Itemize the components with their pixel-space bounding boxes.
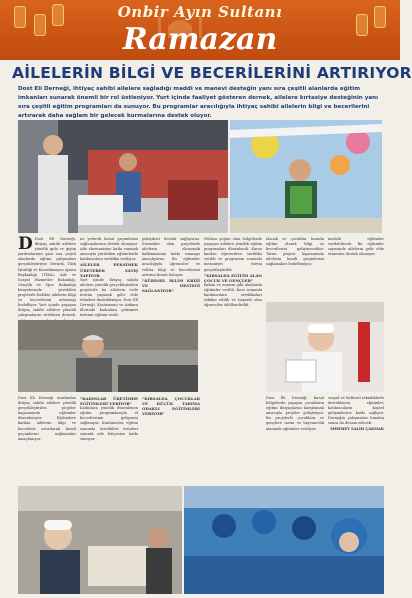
body-text: Dost Eli Derneği, kırsal bölgelerde yaşayan çocukların eğitim ihtiyaçlarını karşılamak amacıyla projeler geliştiriyor. Bu projelerle çocuklara ve gençlere tarım ve hayvancılık alanında eğitimler veriliyor. xyxy=(266,396,324,431)
body-text: Dost Eli Derneği tarafından ihtiyaç sahibi ailelere yönelik gerçekleştirilen projeler kapsamında eğitimler düzenleniyor. Eğitimlere katılan ailelerin bilgi ve becerileri artırılarak kendi geçimlerini sağlamaları amaçlanıyor. xyxy=(18,396,76,441)
text-column-2 xyxy=(80,237,138,318)
subheading: AİLELER PEKSİMEK ÜRETEREK SATIŞ YAPIYOR xyxy=(80,262,138,278)
bottom-right-photo xyxy=(184,486,384,594)
body-text: Yurt içinde ihtiyaç sahibi ailelere yönelik gerçekleştirilen projelerle bu ailelerin evde üretim yaparak gelir elde etmeleri destekleniyor. Dost Eli Derneği, Kastamonu ve Ankara illerinde kadınlara peksimet üretimi eğitimi verdi. xyxy=(80,277,138,318)
body-text: Nüfusu yoğun olan bölgelerde yaşayan ailelere yönelik eğitim programları düzenlendi. Kursa katılan öğrencilere sertifika verildi ve programın sonunda mezuniyet töreni gerçekleştirildi. xyxy=(204,237,262,272)
body-text: pekiştirici destek sağlıyoruz. Sürmekte olan projelerde ailelerin ekonomik kalkınmasına katkı sunmayı amaçlıyoruz. Bu eğitimler aracılığıyla öğrenciler ve veliler bilgi ve becerilerini artırma fırsatı buluyor. xyxy=(142,237,200,277)
text-column-10 xyxy=(266,396,324,482)
body-text: sosyal ve kültürel etkinliklerle desteklenen eğitimler, katılımcıların kişisel gelişimlerine katkı sağlıyor. Derneğin çalışmaları bundan sonra da devam edecek. xyxy=(328,396,384,426)
ramadan-banner xyxy=(0,0,400,60)
body-text: Dost Eli Derneği, ihtiyaç sahibi ailelere yönelik gıda ve giyim yardımlarının yanı sıra çeşitli alanlarda eğitim çalışmaları gerçekleştiriyor. Dernek, Türk İşbirliği ve Koordinasyon Ajansı Başkanlığı (TİKA), Aile ve Sosyal Hizmetler Bakanlığı, Gençlik ve Spor Bakanlığı bünyelerinde yürütülen projelerle birlikte ailelerin bilgi ve becerilerini artırmayı hedefliyor. Yurt içinde yaşayan ihtiyaç sahibi ailelere yönelik çalışmalarını sürdüren dernek, xyxy=(18,237,76,318)
subheading: “KIRSALDA ÇOCUKLAR VE KÜÇÜK TARIMA ODAKLI EĞİTİMLERİ VERİYOR” xyxy=(142,396,200,417)
middle-right-photo xyxy=(266,302,384,392)
middle-left-photo xyxy=(18,320,198,392)
text-column-9 xyxy=(142,396,200,482)
subheading: “KADINLAR ÜRETİMDE EĞİTİMLERİ VERİYOR” xyxy=(80,396,138,407)
top-right-photo xyxy=(230,120,382,233)
body-text: bakım ve onarım gibi alanlarda eğitimler verildi. Kurs sonunda katılımcılara sertifikaları takdim edildi ve başarılı olan öğrenciler ödüllendirildi. xyxy=(204,282,262,308)
article-author: MEHMET SALİH ÇAKMAK xyxy=(330,426,384,431)
body-text: ne yeterek kırsal geçimlerini sağlamalarına destek olunuyor. Aile ekonomisine katkı sunmak amacıyla yürütülen eğitimlerde katılımcılara sertifika veriliyor. xyxy=(80,237,138,262)
article-headline: AİLELERİN BİLGİ VE BECERİLERİNİ ARTIRIYOR xyxy=(12,64,412,82)
text-column-3 xyxy=(142,237,200,318)
top-left-photo xyxy=(18,120,228,233)
banner-subtitle: Onbir Ayın Sultanı xyxy=(117,3,283,21)
text-column-6 xyxy=(328,237,384,301)
body-text: meslek eğitimler verilebilecek. Bu eğitimler sayesinde ailelerin gelir elde etmesine destek olunuyor. xyxy=(328,237,384,257)
dropcap: D xyxy=(18,234,33,254)
bottom-left-photo xyxy=(18,486,182,594)
text-column-4 xyxy=(204,237,262,402)
text-column-8 xyxy=(80,396,138,482)
subheading: “KÜRESEL İKLİM KRİZİ VE DESTEĞİ SAĞLANIYOR” xyxy=(142,277,200,293)
text-column-1 xyxy=(18,234,76,318)
body-text: Kadınlara yönelik düzenlenen eğitim programlarıyla el becerilerinin gelişmesi sağlanıyor. Katılımcılar, eğitim sonunda ürettikleri ürünleri satarak aile bütçesine katkı sunuyor. xyxy=(80,406,138,441)
body-text: olacak ve çocuklar burada eğitim alarak bilgi ve becerilerini geliştirecekler. Tarım projesi kapsamında ailelerin kendi geçimlerini sağlamaları hedefleniyor. xyxy=(266,237,324,267)
text-column-7 xyxy=(18,396,76,482)
text-column-5 xyxy=(266,237,324,301)
article-lead: Dost Eli Derneği, ihtiyaç sahibi ailelere sağladığı maddi ve manevi desteğin yanı sıra çeşitli alanlarda eğitim imkanları sunarak önemli bir rol üstleniyor. Yurt içinde faaliyet gösteren dernek, ailelere kırtasiye desteğinin yanı sıra çeşitli eğitim programları da sunuyor. Bu programlar aracılığıyla ihtiyaç sahibi ailelerin bilgi ve becerilerini artırarak daha sağlam bir gelecek kurmalarına destek oluyor. xyxy=(18,86,379,119)
banner-title: Ramazan xyxy=(122,22,278,57)
subheading: “KIRSALDA EĞİTİM ALAN ÇOCUK VE GENÇLER” xyxy=(204,272,262,283)
text-column-11 xyxy=(328,396,384,482)
